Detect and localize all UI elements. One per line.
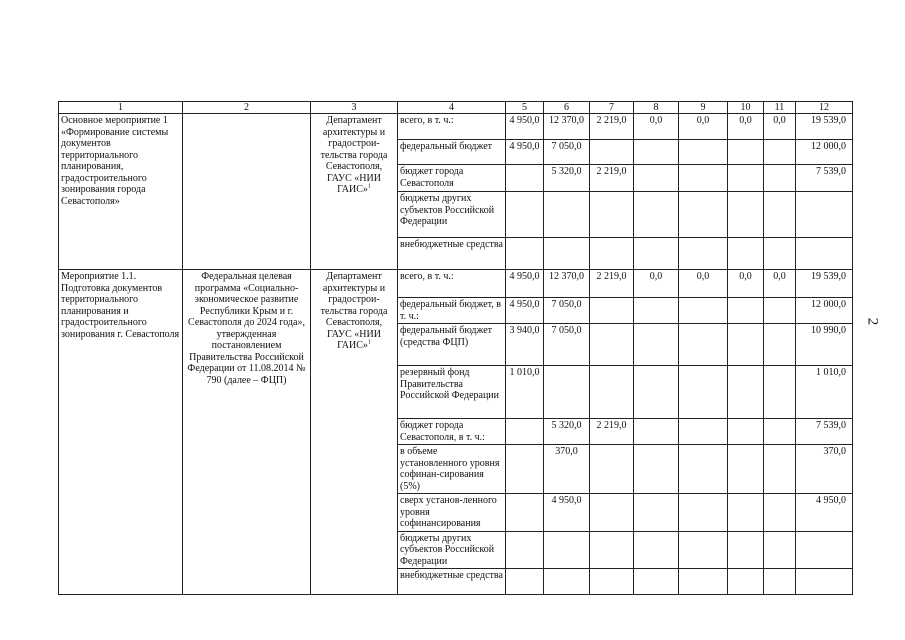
year-value-cell: [634, 298, 679, 324]
year-value-cell: [764, 140, 796, 165]
total-value-cell: 370,0: [796, 445, 853, 494]
column-header: 9: [679, 102, 728, 114]
year-value-cell: [679, 324, 728, 366]
funding-source-cell: в объеме установленного уровня софинан-сирования (5%): [398, 445, 506, 494]
page-number: 2: [864, 317, 881, 326]
year-value-cell: 2 219,0: [590, 165, 634, 192]
table-row: [59, 270, 853, 298]
year-value-cell: [679, 366, 728, 419]
total-value-cell: [796, 192, 853, 238]
year-value-cell: [728, 140, 764, 165]
column-header: 10: [728, 102, 764, 114]
year-value-cell: [728, 165, 764, 192]
year-value-cell: [634, 366, 679, 419]
year-value-cell: [764, 366, 796, 419]
funding-source-cell: всего, в т. ч.:: [398, 114, 506, 140]
year-value-cell: [764, 192, 796, 238]
year-value-cell: [544, 192, 590, 238]
funding-source-cell: федеральный бюджет, в т. ч.:: [398, 298, 506, 324]
year-value-cell: [506, 531, 544, 569]
funding-source-cell: всего, в т. ч.:: [398, 270, 506, 298]
funding-source-cell: внебюджетные средства: [398, 569, 506, 595]
year-value-cell: [544, 366, 590, 419]
column-number-row: [59, 102, 853, 114]
year-value-cell: 0,0: [764, 270, 796, 298]
year-value-cell: [590, 192, 634, 238]
year-value-cell: [764, 569, 796, 595]
year-value-cell: [506, 494, 544, 532]
year-value-cell: [590, 445, 634, 494]
year-value-cell: [506, 445, 544, 494]
total-value-cell: 4 950,0: [796, 494, 853, 532]
year-value-cell: 0,0: [634, 270, 679, 298]
year-value-cell: 5 320,0: [544, 165, 590, 192]
year-value-cell: [590, 324, 634, 366]
year-value-cell: 4 950,0: [506, 114, 544, 140]
year-value-cell: 12 370,0: [544, 270, 590, 298]
column-header: 1: [59, 102, 183, 114]
year-value-cell: [679, 531, 728, 569]
year-value-cell: [728, 494, 764, 532]
year-value-cell: 4 950,0: [506, 270, 544, 298]
executor-cell: [311, 114, 398, 270]
year-value-cell: [634, 419, 679, 445]
year-value-cell: [506, 165, 544, 192]
executor-cell: [311, 270, 398, 595]
column-header: 5: [506, 102, 544, 114]
year-value-cell: [764, 445, 796, 494]
year-value-cell: [679, 445, 728, 494]
year-value-cell: [634, 569, 679, 595]
program-cell: Федеральная целевая программа «Социально-экономическое развитие Республики Крым и г. Севастополя до 2024 года», утвержденная постановлением Правительства Российской Федерации от 11.08.2014 № 790 (далее – ФЦП): [183, 270, 311, 595]
year-value-cell: 4 950,0: [544, 494, 590, 532]
column-header: 11: [764, 102, 796, 114]
year-value-cell: [728, 366, 764, 419]
year-value-cell: 7 050,0: [544, 140, 590, 165]
year-value-cell: 2 219,0: [590, 270, 634, 298]
year-value-cell: [544, 238, 590, 270]
year-value-cell: [590, 531, 634, 569]
financing-table: [58, 101, 853, 595]
total-value-cell: 19 539,0: [796, 270, 853, 298]
year-value-cell: [634, 140, 679, 165]
year-value-cell: [728, 298, 764, 324]
year-value-cell: [634, 494, 679, 532]
funding-source-cell: бюджет города Севастополя: [398, 165, 506, 192]
funding-source-cell: бюджеты других субъектов Российской Федерации: [398, 531, 506, 569]
year-value-cell: [679, 140, 728, 165]
year-value-cell: 0,0: [679, 270, 728, 298]
year-value-cell: [764, 324, 796, 366]
total-value-cell: 1 010,0: [796, 366, 853, 419]
year-value-cell: [679, 298, 728, 324]
year-value-cell: [590, 298, 634, 324]
year-value-cell: 0,0: [728, 114, 764, 140]
year-value-cell: [764, 531, 796, 569]
total-value-cell: 7 539,0: [796, 165, 853, 192]
year-value-cell: [679, 192, 728, 238]
executor-text: Департамент архитектуры и градострои-тельства города Севастополя, ГАУС «НИИ ГАИС»: [320, 115, 388, 195]
column-header: 7: [590, 102, 634, 114]
year-value-cell: [679, 238, 728, 270]
year-value-cell: [634, 445, 679, 494]
year-value-cell: 2 219,0: [590, 114, 634, 140]
year-value-cell: [634, 324, 679, 366]
year-value-cell: [679, 569, 728, 595]
column-header: 6: [544, 102, 590, 114]
executor-text: Департамент архитектуры и градострои-тельства города Севастополя, ГАУС «НИИ ГАИС»: [320, 271, 388, 351]
year-value-cell: [634, 531, 679, 569]
year-value-cell: [506, 419, 544, 445]
funding-source-cell: бюджет города Севастополя, в т. ч.:: [398, 419, 506, 445]
funding-source-cell: федеральный бюджет: [398, 140, 506, 165]
column-header: 8: [634, 102, 679, 114]
total-value-cell: 12 000,0: [796, 298, 853, 324]
year-value-cell: 7 050,0: [544, 298, 590, 324]
table-row: [59, 114, 853, 140]
year-value-cell: [764, 238, 796, 270]
year-value-cell: [679, 494, 728, 532]
year-value-cell: [764, 298, 796, 324]
year-value-cell: 0,0: [728, 270, 764, 298]
year-value-cell: [506, 238, 544, 270]
year-value-cell: [679, 419, 728, 445]
year-value-cell: 1 010,0: [506, 366, 544, 419]
program-cell: [183, 114, 311, 270]
year-value-cell: 4 950,0: [506, 140, 544, 165]
year-value-cell: [728, 569, 764, 595]
year-value-cell: 0,0: [764, 114, 796, 140]
total-value-cell: [796, 238, 853, 270]
year-value-cell: 2 219,0: [590, 419, 634, 445]
year-value-cell: [728, 445, 764, 494]
year-value-cell: [764, 165, 796, 192]
year-value-cell: [728, 192, 764, 238]
year-value-cell: [506, 569, 544, 595]
total-value-cell: 7 539,0: [796, 419, 853, 445]
year-value-cell: [728, 238, 764, 270]
column-header: 3: [311, 102, 398, 114]
column-header: 2: [183, 102, 311, 114]
column-header: 4: [398, 102, 506, 114]
year-value-cell: [728, 531, 764, 569]
year-value-cell: 4 950,0: [506, 298, 544, 324]
year-value-cell: [544, 569, 590, 595]
year-value-cell: [679, 165, 728, 192]
total-value-cell: [796, 569, 853, 595]
year-value-cell: 7 050,0: [544, 324, 590, 366]
year-value-cell: [590, 494, 634, 532]
funding-source-cell: внебюджетные средства: [398, 238, 506, 270]
year-value-cell: 12 370,0: [544, 114, 590, 140]
year-value-cell: 370,0: [544, 445, 590, 494]
funding-source-cell: резервный фонд Правительства Российской Федерации: [398, 366, 506, 419]
funding-source-cell: бюджеты других субъектов Российской Федерации: [398, 192, 506, 238]
year-value-cell: [544, 531, 590, 569]
total-value-cell: 19 539,0: [796, 114, 853, 140]
year-value-cell: [728, 324, 764, 366]
year-value-cell: [590, 238, 634, 270]
year-value-cell: [728, 419, 764, 445]
year-value-cell: [634, 238, 679, 270]
footnote-mark: 1: [367, 339, 371, 346]
year-value-cell: 0,0: [634, 114, 679, 140]
funding-source-cell: сверх установ-ленного уровня софинансирования: [398, 494, 506, 532]
year-value-cell: [506, 192, 544, 238]
year-value-cell: 5 320,0: [544, 419, 590, 445]
year-value-cell: 0,0: [679, 114, 728, 140]
total-value-cell: [796, 531, 853, 569]
funding-source-cell: федеральный бюджет (средства ФЦП): [398, 324, 506, 366]
year-value-cell: [634, 192, 679, 238]
total-value-cell: 10 990,0: [796, 324, 853, 366]
year-value-cell: 3 940,0: [506, 324, 544, 366]
event-name-cell: Мероприятие 1.1. Подготовка документов территориального планирования и градостроительного зонирования г. Севастополя: [59, 270, 183, 595]
footnote-mark: 1: [367, 183, 371, 190]
total-value-cell: 12 000,0: [796, 140, 853, 165]
year-value-cell: [764, 494, 796, 532]
year-value-cell: [634, 165, 679, 192]
year-value-cell: [590, 366, 634, 419]
year-value-cell: [764, 419, 796, 445]
year-value-cell: [590, 140, 634, 165]
event-name-cell: Основное мероприятие 1 «Формирование системы документов территориального планирования, градостроительного зонирования города Севастополя»: [59, 114, 183, 270]
year-value-cell: [590, 569, 634, 595]
column-header: 12: [796, 102, 853, 114]
